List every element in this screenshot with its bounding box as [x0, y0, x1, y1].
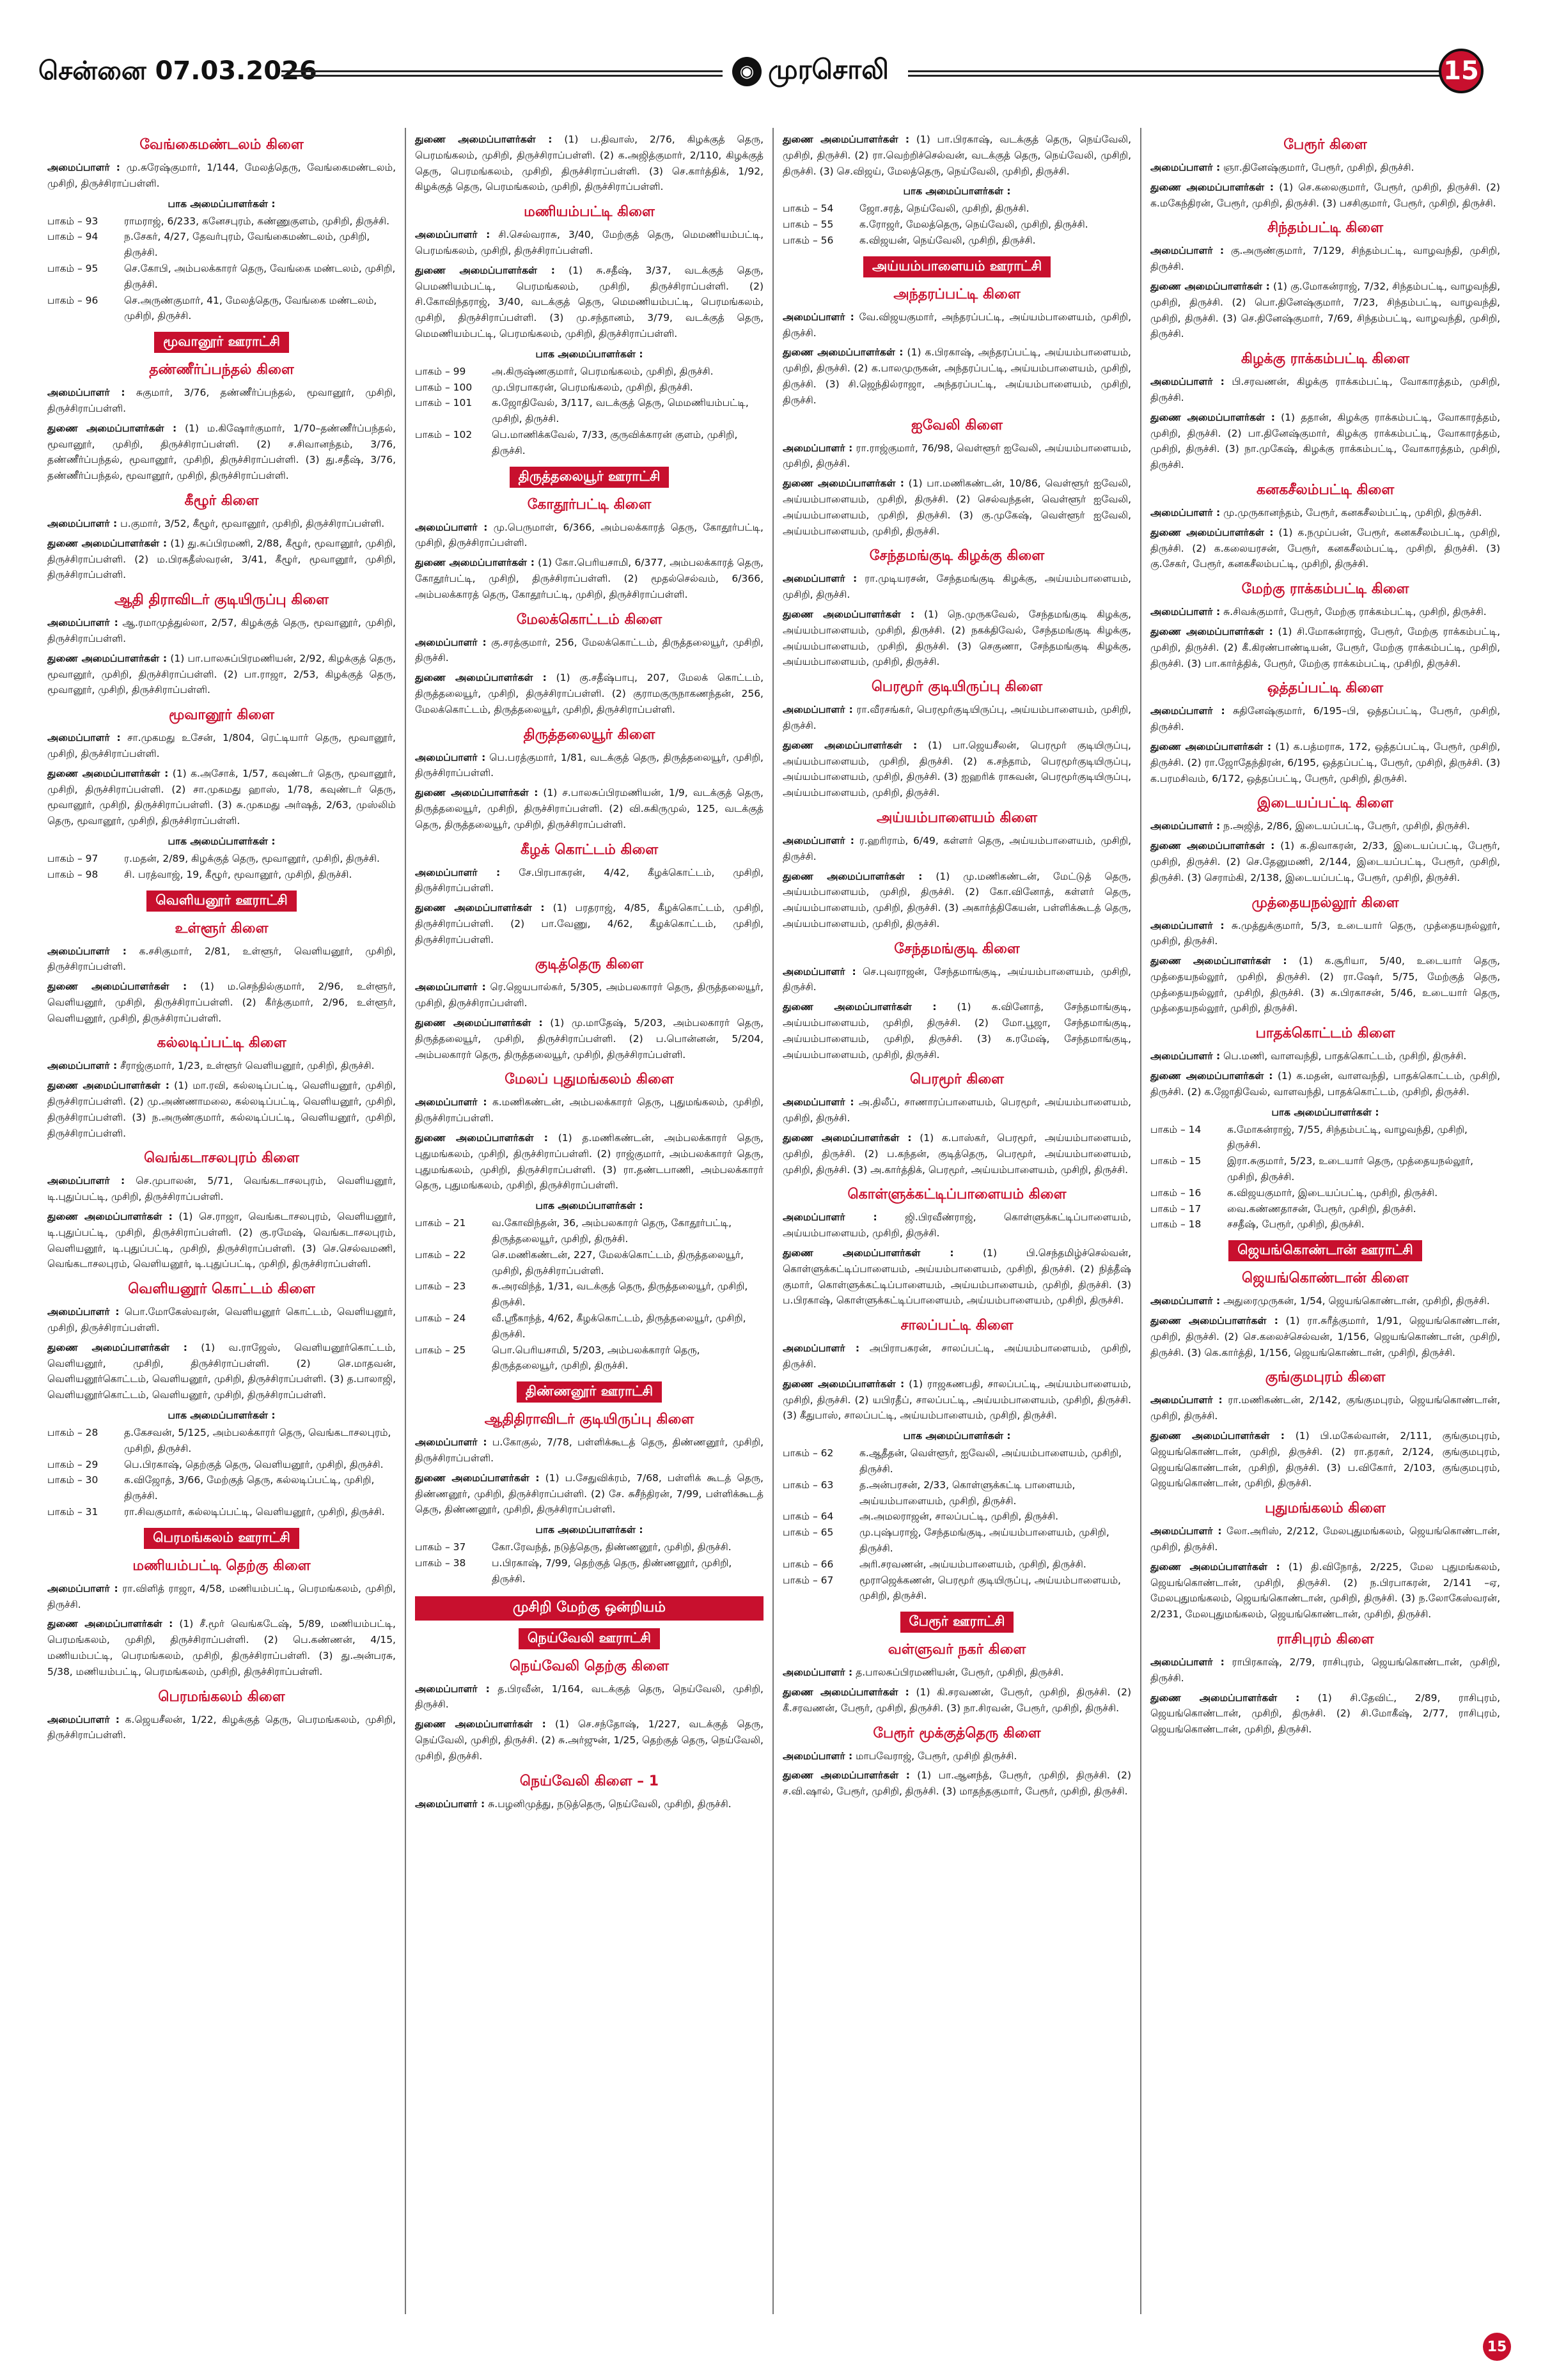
panchayat-banner: பேரூர் ஊராட்சி [900, 1612, 1014, 1633]
deputy-organisers-entry: துணை அமைப்பாளர்கள் : (1) சீ.மூர் வெங்கடேஷ், 5/89, மணியம்பட்டி, பெரமங்கலம், முசிறி, திருச்சிராப்பள்ளி. (2) பெ.கண்ணன், 4/15, மணியம்பட்டி, பெரமங்கலம், முசிறி, திருச்சிராப்பள்ளி. (3) து.அன்பரசு, 5/38, மணியம்பட்டி, பெரமங்கலம், முசிறி, திருச்சிராப்பள்ளி. [47, 1618, 396, 1677]
deputy-organisers-entry: துணை அமைப்பாளர்கள் : (1) பா.ஜெயசீலன், பெரமூர் குடியிருப்பு, அய்யம்பாளையம், முசிறி, திருச்சி. (2) க.சந்தாம், பெரமூர்குடியிருப்பு, அய்யம்பாளையம், முசிறி, திருச்சி. (3) ஐஹரிக் ராசுவன், பெரமூர்குடியிருப்பு, அய்யம்பாளையம், முசிறி, திருச்சி. [783, 739, 1131, 799]
column-1 [38, 128, 406, 2314]
organiser-entry: அமைப்பாளர் : ராபிரகாஷ், 2/79, ராசிபுரம், ஜெயங்கொண்டான், முசிறி, திருச்சி. [1150, 1656, 1501, 1684]
part-row: பாகம் – 29 பெ.பிரகாஷ், தெற்குத் தெரு, வெளியனூர், முசிறி, திருச்சி. [47, 1458, 384, 1470]
organiser-entry: அமைப்பாளர் : த.பிரவீன், 1/164, வடக்குத் தெரு, நெய்வேலி, முசிறி, திருச்சி. [415, 1683, 764, 1711]
branch-title: நெய்வேலி தெற்கு கிளை [509, 1658, 670, 1674]
organiser-entry: அமைப்பாளர் : சு.பழனிமுத்து, நடுத்தெரு, நெய்வேலி, முசிறி, திருச்சி. [415, 1798, 732, 1810]
organiser-entry: அமைப்பாளர் : பெ.மணி, வாளவந்தி, பாதக்கொட்டம், முசிறி, திருச்சி. [1150, 1050, 1467, 1062]
organiser-entry: அமைப்பாளர் : ரா.முடியரசன், சேந்தமங்குடி கிழக்கு, அய்யம்பாளையம், முசிறி, திருச்சி. [783, 573, 1131, 601]
branch-title: கீழூர் கிளை [184, 492, 259, 509]
branch-title: இடையப்பட்டி கிளை [1257, 795, 1393, 812]
part-organisers-heading: பாக அமைப்பாளர்கள் : [168, 835, 276, 847]
deputy-organisers-entry: துணை அமைப்பாளர்கள் : (1) செ.ராஜா, வெங்கடாசலபுரம், வெளியனூர், டி.புதுப்பட்டி, முசிறி, திருச்சிராப்பள்ளி. (2) கு.ரமேஷ், வெங்கடாசலபுரம், வெளியனூர், டி.புதுப்பட்டி, முசிறி, திருச்சிராப்பள்ளி. (3) செ.செல்வமணி, வெங்கடாசலபுரம், வெளியனூர், டி.புதுப்பட்டி, முசிறி, திருச்சிராப்பள்ளி. [47, 1211, 396, 1270]
branch-title: மணியம்பட்டி கிளை [524, 204, 655, 221]
organiser-entry: அமைப்பாளர் : ப.குமார், 3/52, கீழூர், மூவானூர், முசிறி, திருச்சிராப்பள்ளி. [47, 517, 385, 529]
organiser-entry: அமைப்பாளர் : க.ஜெயசீலன், 1/22, கிழக்குத் தெரு, பெரமங்கலம், முசிறி, திருச்சிராப்பள்ளி. [47, 1713, 396, 1741]
branch-title: ராசிபுரம் கிளை [1276, 1631, 1374, 1647]
branch-title: பேரூர் கிளை [1283, 137, 1367, 153]
deputy-organisers-entry: துணை அமைப்பாளர்கள் : (1) து.சுப்பிரமணி, 2/88, கீழூர், மூவானூர், முசிறி, திருச்சிராப்பள்ளி. (2) ம.பிரகதீஸ்வரன், 3/41, கீழூர், மூவானூர், முசிறி, திருச்சிராப்பள்ளி. [47, 537, 396, 581]
organiser-entry: அமைப்பாளர் : க.சசிகுமார், 2/81, உள்ளூர், வெளியனூர், முசிறி, திருச்சிராப்பள்ளி. [47, 945, 396, 973]
part-row: பாகம் – 99 அ.கிருஷ்ணகுமார், பெரமங்கலம், முசிறி, திருச்சி. [415, 365, 714, 377]
deputy-organisers-entry: துணை அமைப்பாளர்கள் : (1) க.வினோத், சேந்தமாங்குடி, அய்யம்பாளையம், முசிறி, திருச்சி. (2) மோ.பூஜா, சேந்தமாங்குடி, அய்யம்பாளையம், முசிறி, திருச்சி. (3) க.ரமேஷ், சேந்தமாங்குடி, அய்யம்பாளையம், முசிறி, திருச்சி. [783, 1001, 1131, 1061]
part-row: பாகம் – 56 க.விஜயன், நெய்வேலி, முசிறி, திருச்சி. [783, 234, 1036, 246]
organiser-entry: அமைப்பாளர் : அதுரைமுருகன், 1/54, ஜெயங்கொண்டான், முசிறி, திருச்சி. [1150, 1295, 1490, 1307]
branch-title: சேந்தமங்குடி கிழக்கு கிளை [869, 548, 1045, 564]
branch-title: அந்தரப்பட்டி கிளை [893, 286, 1021, 302]
branch-title: மூவானூர் கிளை [168, 707, 275, 724]
organiser-entry: அமைப்பாளர் : சு.சிவக்குமார், பேரூர், மேற்கு ராக்கம்பட்டி, முசிறி, திருச்சி. [1150, 606, 1487, 618]
deputy-organisers-entry: துணை அமைப்பாளர்கள் : (1) மா.ரவி, கல்லடிப்பட்டி, வெளியனூர், முசிறி, திருச்சிராப்பள்ளி. (2) மு.அண்ணாமலை, கல்லடிப்பட்டி, வெளியனூர், முசிறி, திருச்சிராப்பள்ளி. (3) ந.அருண்குமார், கல்லடிப்பட்டி, வெளியனூர், முசிறி, திருச்சிராப்பள்ளி. [47, 1080, 396, 1139]
brand [732, 54, 889, 89]
organiser-entry: அமைப்பாளர் : த.பாலசுப்பிரமணியன், பேரூர், முசிறி, திருச்சி. [783, 1667, 1064, 1679]
part-organisers-heading: பாக அமைப்பாளர்கள் : [535, 1524, 643, 1536]
branch-title: கொள்ளுக்கட்டிப்பாளையம் கிளை [847, 1186, 1067, 1203]
branch-title: சிந்தம்பட்டி கிளை [1267, 220, 1384, 237]
branch-title: ஆதி திராவிடர் குடியிருப்பு கிளை [114, 592, 329, 609]
part-organisers-heading: பாக அமைப்பாளர்கள் : [1271, 1106, 1379, 1118]
organiser-entry: அமைப்பாளர் : பொ.மோகேஸ்வரன், வெளியனூர் கொட்டம், வெளியனூர், முசிறி, திருச்சிராப்பள்ளி. [47, 1306, 396, 1334]
deputy-organisers-entry: துணை அமைப்பாளர்கள் : (1) க.சூரியா, 5/40, உடையார் தெரு, முத்தையநல்லூர், முசிறி, திருச்சி. (2) ரா.ஷேர், 5/75, மேற்குத் தெரு, முத்தையநல்லூர், முசிறி, திருச்சி. (3) சு.பிரகாசன், 5/46, உடையார் தெரு, முத்தையநல்லூர், முசிறி, திருச்சி. [1150, 955, 1500, 1015]
deputy-organisers-entry: துணை அமைப்பாளர்கள் : (1) மு.மணிகண்டன், மேட்டுத் தெரு, அய்யம்பாளையம், முசிறி, திருச்சி. (2) கோ.வினோத், கள்ளர் தெரு, அய்யம்பாளையம், முசிறி, திருச்சி. (3) அகார்த்திகேயன், பள்ளிக்கூடத் தெரு, அய்யம்பாளையம், முசிறி, திருச்சி. [783, 870, 1131, 929]
part-row: பாகம் – 102 பெ.மாணிக்கவேல், 7/33, குருவிக்காரன் குளம், முசிறி, திருச்சி. [415, 428, 738, 456]
part-organisers-heading: பாக அமைப்பாளர்கள் : [903, 185, 1011, 198]
deputy-organisers-entry: துணை அமைப்பாளர்கள் : (1) ததான், கிழக்கு ராக்கம்பட்டி, வோகாரத்தம், முசிறி, திருச்சி. (2) பா.தினேஷ்குமார், கிழக்கு ராக்கம்பட்டி, வோகாரத்தம், முசிறி, திருச்சி. (3) நா.முகேஷ், கிழக்கு ராக்கம்பட்டி, வோகாரத்தம், முசிறி, திருச்சி. [1150, 411, 1501, 471]
branch-title: குங்குமபுரம் கிளை [1265, 1369, 1386, 1386]
part-row: பாகம் – 54 ஜோ.சரத், நெய்வேலி, முசிறி, திருச்சி. [783, 203, 1030, 215]
column-3 [774, 128, 1141, 2314]
deputy-organisers-entry: துணை அமைப்பாளர்கள் : (1) க.பத்மராசு, 172, ஒத்தப்பட்டி, பேரூர், முசிறி, திருச்சி. (2) ரா.ஜோதேந்திரன், 6/195, ஒத்தப்பட்டி, பேரூர், முசிறி, திருச்சி. (3) க.பரமசிவம், 6/172, ஒத்தப்பட்டி, பேரூர், முசிறி, திருச்சி. [1150, 740, 1501, 784]
organiser-entry: அமைப்பாளர் : ரா.வீரசங்கர், பெரமூர்குடியிருப்பு, அய்யம்பாளையம், முசிறி, திருச்சி. [783, 704, 1131, 731]
organiser-entry: அமைப்பாளர் : செ.புவராஜன், சேந்தமாங்குடி, அய்யம்பாளையம், முசிறி, திருச்சி. [783, 965, 1131, 993]
organiser-entry: அமைப்பாளர் : சு.முத்துக்குமார், 5/3, உடையார் தெரு, முத்தையநல்லூர், முசிறி, திருச்சி. [1150, 919, 1500, 947]
part-row: பாகம் – 23 சு.அரவிந்த், 1/31, வடக்குத் தெரு, திருத்தலையூர், முசிறி, திருச்சி. [415, 1280, 748, 1309]
organiser-entry: அமைப்பாளர் : ஞா.தினேஷ்குமார், பேரூர், முசிறி, திருச்சி. [1150, 162, 1414, 173]
branch-title: ஆதிதிராவிடர் குடியிருப்பு கிளை [484, 1412, 694, 1428]
part-row: பாகம் – 25 பொ.பெரியசாமி, 5/203, அம்பலக்காரர் தெரு, திருத்தலையூர், முசிறி, திருச்சி. [415, 1344, 700, 1372]
branch-title: புதுமங்கலம் கிளை [1265, 1500, 1386, 1517]
deputy-organisers-entry: துணை அமைப்பாளர்கள் : (1) ம.கிஷோர்குமார், 1/70–தண்ணீர்ப்பந்தல், மூவானூர், முசிறி, திருச்சிராப்பள்ளி. (2) ச.சிவானந்தம், 3/76, தண்ணீர்ப்பந்தல், மூவானூர், முசிறி, திருச்சிராப்பள்ளி. (3) து.சதீஷ், 3/76, தண்ணீர்ப்பந்தல், மூவானூர், முசிறி, திருச்சிராப்பள்ளி. [47, 422, 396, 482]
branch-title: சேந்தமங்குடி கிளை [894, 940, 1020, 957]
branch-title: கனகசீலம்பட்டி கிளை [1256, 481, 1395, 498]
part-row: பாகம் – 21 வ.கோவிந்தன், 36, அம்பலகாரர் தெரு, கோதூர்பட்டி, திருத்தலையூர், முசிறி, திருச்சி. [415, 1217, 732, 1245]
branch-title: மேலப் புதுமங்கலம் கிளை [505, 1071, 674, 1088]
deputy-organisers-entry: துணை அமைப்பாளர்கள் : (1) க.நமுப்பன், பேரூர், கனகசீலம்பட்டி, முசிறி, திருச்சி. (2) க.கலையரசன், பேரூர், கனகசீலம்பட்டி, முசிறி, திருச்சி. (3) கு.சேகர், பேரூர், கனகசீலம்பட்டி, முசிறி, திருச்சி. [1150, 526, 1501, 570]
panchayat-banner: அய்யம்பாளையம் ஊராட்சி [863, 256, 1051, 277]
organiser-entry: அமைப்பாளர் : அபிராபகரன், சாலப்பட்டி, அய்யம்பாளையம், முசிறி, திருச்சி. [783, 1342, 1131, 1371]
branch-title: சாலப்பட்டி கிளை [900, 1318, 1014, 1334]
murasoli-logo-icon: ◉ [732, 57, 762, 86]
part-row: பாகம் – 94 ந.சேகர், 4/27, தேவர்புரம், வேங்கைமண்டலம், முசிறி, திருச்சி. [47, 231, 370, 259]
brand-name: முரசொலி [768, 54, 889, 85]
branch-title: ஜெயங்கொண்டான் கிளை [1242, 1270, 1409, 1287]
part-row: பாகம் – 64 அ.அமலராஜன், சாலப்பட்டி, முசிறி, திருச்சி. [783, 1511, 1059, 1523]
panchayat-banner: நெய்வேலி ஊராட்சி [519, 1628, 660, 1649]
organiser-entry: அமைப்பாளர் : மு.முருகானந்தம், பேரூர், கனகசீலம்பட்டி, முசிறி, திருச்சி. [1150, 506, 1482, 518]
part-row: பாகம் – 98 சி. பரத்வாஜ், 19, கீழூர், மூவானூர், முசிறி, திருச்சி. [47, 868, 352, 880]
part-row: பாகம் – 31 ரா.சிவகுமார், கல்லடிப்பட்டி, வெளியனூர், முசிறி, திருச்சி. [47, 1506, 385, 1518]
organiser-entry: அமைப்பாளர் : ரா.ராஜ்குமார், 76/98, வெள்ளூர் ஐவேலி, அய்யம்பாளையம், முசிறி, திருச்சி. [783, 442, 1131, 470]
part-row: பாகம் – 55 க.ரோஜர், மேலத்தெரு, நெய்வேலி, முசிறி, திருச்சி. [783, 219, 1088, 231]
part-organisers-heading: பாக அமைப்பாளர்கள் : [168, 1410, 276, 1422]
part-row: பாகம் – 63 த.அன்பரசன், 2/33, கொள்ளுக்கட்டி பாளையம், அய்யம்பாளையம், முசிறி, திருச்சி. [783, 1479, 1076, 1507]
organiser-entry: அமைப்பாளர் : கு.சரத்குமார், 256, மேலக்கொட்டம், திருத்தலையூர், முசிறி, திருச்சி. [415, 636, 764, 664]
part-row: பாகம் – 93 ராமராஜ், 6/233, கனேசபுரம், கண்ணுகுளம், முசிறி, திருச்சி. [47, 215, 390, 227]
branch-title: வேங்கைமண்டலம் கிளை [139, 137, 304, 153]
part-row: பாகம் – 67 மூராஜெக்கணன், பெரமூர் குடியிருப்பு, அய்யம்பாளையம், முசிறி, திருச்சி. [783, 1574, 1121, 1602]
deputy-organisers-entry: துணை அமைப்பாளர்கள் : (1) பி.செந்தமிழ்ச்செல்வன், கொள்ளுக்கட்டிப்பாளையம், அய்யம்பாளையம், முசிறி, திருச்சி. (2) நித்தீஷ் குமார், கொள்ளுக்கட்டிப்பாளையம், அய்யம்பாளையம், முசிறி, திருச்சி. (3) ப.பிரகாஷ், கொள்ளுக்கட்டிப்பாளையம், அய்யம்பாளையம், முசிறி, திருச்சி. [783, 1247, 1131, 1307]
part-row: பாகம் – 100 மு.பிரபாகரன், பெரமங்கலம், முசிறி, திருச்சி. [415, 381, 693, 393]
organiser-entry: அமைப்பாளர் : லோ.அரிஸ், 2/212, மேலபுதுமங்கலம், ஜெயங்கொண்டான், முசிறி, திருச்சி. [1150, 1525, 1500, 1553]
organiser-entry: அமைப்பாளர் : ரெ.ஜெயபால்கர், 5/305, அம்பலகாரர் தெரு, திருத்தலையூர், முசிறி, திருச்சிராப்பள்ளி. [415, 981, 764, 1009]
branch-title: வெளியனூர் கொட்டம் கிளை [128, 1281, 315, 1298]
part-organisers-heading: பாக அமைப்பாளர்கள் : [535, 348, 643, 360]
part-organisers-heading: பாக அமைப்பாளர்கள் : [903, 1430, 1011, 1442]
branch-title: உள்ளூர் கிளை [175, 920, 269, 937]
deputy-organisers-entry: துணை அமைப்பாளர்கள் : (1) சி.தேவிட், 2/89, ராசிபுரம், ஜெயங்கொண்டான், முசிறி, திருச்சி. (2) சி.மோகீஷ், 2/77, ராசிபுரம், ஜெயங்கொண்டான், முசிறி, திருச்சி. [1150, 1692, 1500, 1736]
organiser-entry: அமைப்பாளர் : ரா.விளித் ராஜா, 4/58, மணியம்பட்டி, பெரமங்கலம், முசிறி, திருச்சி. [47, 1582, 396, 1610]
organiser-entry: அமைப்பாளர் : மாபவேராஜ், பேரூர், முசிறி திருச்சி. [783, 1750, 1017, 1762]
deputy-organisers-entry: துணை அமைப்பாளர்கள் : (1) ரா.சுரீத்குமார், 1/91, ஜெயங்கொண்டான், முசிறி, திருச்சி. (2) செ.கலைச்செல்வன், 1/156, ஜெயங்கொண்டான், முசிறி, திருச்சி. (3) கெ.கார்த்தி, 1/156, ஜெயங்கொண்டான், முசிறி, திருச்சி. [1150, 1315, 1500, 1358]
organiser-entry: அமைப்பாளர் : ஆ.ரமாமுத்துல்லா, 2/57, கிழக்குத் தெரு, மூவானூர், முசிறி, திருச்சிராப்பள்ளி. [47, 617, 396, 644]
organiser-entry: அமைப்பாளர் : சுகுமார், 3/76, தண்ணீர்ப்பந்தல், மூவானூர், முசிறி, திருச்சிராப்பள்ளி. [47, 387, 396, 414]
union-banner: முசிறி மேற்கு ஒன்றியம் [415, 1596, 764, 1621]
branch-title: பெரமூர் குடியிருப்பு கிளை [871, 679, 1043, 696]
organiser-entry: அமைப்பாளர் : சே.பிரபாகரன், 4/42, கீழக்கொட்டம், முசிறி, திருச்சிராப்பள்ளி. [415, 866, 764, 894]
part-row: பாகம் – 28 த.கேசவன், 5/125, அம்பலக்காரர் தெரு, வெங்கடாசலபுரம், முசிறி, திருச்சி. [47, 1427, 391, 1454]
organiser-entry: அமைப்பாளர் : பி.சரவணன், கிழக்கு ராக்கம்பட்டி, வோகாரத்தம், முசிறி, திருச்சி. [1150, 376, 1500, 403]
branch-title: தண்ணீர்ப்பந்தல் கிளை [149, 362, 294, 378]
organiser-entry: அமைப்பாளர் : ர.ஹரிராம், 6/49, கள்ளர் தெரு, அய்யம்பாளையம், முசிறி, திருச்சி. [783, 834, 1131, 862]
panchayat-banner: பெரமங்கலம் ஊராட்சி [144, 1528, 299, 1549]
part-organisers-heading: பாக அமைப்பாளர்கள் : [168, 198, 276, 210]
panchayat-banner: மூவானூர் ஊராட்சி [154, 332, 289, 353]
deputy-organisers-entry: துணை அமைப்பாளர்கள் : (1) பி.மகேல்வான், 2/111, குங்குமபுரம், ஜெயங்கொண்டான், முசிறி, திருச்சி. (2) ரா.தரகர், 2/124, குங்குமபுரம், ஜெயங்கொண்டான், முசிறி, திருச்சி. (3) ப.விகோர், 2/103, குங்குமபுரம், ஜெயங்கொண்டான், முசிறி, திருச்சி. [1150, 1430, 1500, 1489]
deputy-organisers-entry: துணை அமைப்பாளர்கள் : (1) ராஜகணபதி, சாலப்பட்டி, அய்யம்பாளையம், முசிறி, திருச்சி. (2) யபிரதீப், சாலப்பட்டி, அய்யம்பாளையம், முசிறி, திருச்சி. (3) கீதுபாஸ், சாலப்பட்டி, அய்யம்பாளையம், முசிறி, திருச்சி. [783, 1378, 1131, 1422]
column-4 [1141, 128, 1509, 2314]
branch-title: கோதூர்பட்டி கிளை [527, 496, 652, 513]
branch-title: கிழக்கு ராக்கம்பட்டி கிளை [1241, 351, 1410, 368]
part-row: பாகம் – 101 க.ஜோதிவேல், 3/117, வடக்குத் தெரு, மெமணியம்பட்டி, முசிறி, திருச்சி. [415, 397, 749, 425]
branch-title: முத்தையநல்லூர் கிளை [1251, 894, 1399, 911]
deputy-organisers-entry: துணை அமைப்பாளர்கள் : (1) பா.ஆனந்த், பேரூர், முசிறி, திருச்சி. (2) ச.வி.ஷால், பேரூர், முசிறி, திருச்சி. (3) மாதந்தகுமார், பேரூர், முசிறி, திருச்சி. [783, 1769, 1131, 1798]
branch-title: வள்ளுவர் நகர் கிளை [888, 1642, 1026, 1658]
organiser-entry: அமைப்பாளர் : செ.முபாலன், 5/71, வெங்கடாசலபுரம், வெளியனூர், டி.புதுப்பட்டி, முசிறி, திருச்சிராப்பள்ளி. [47, 1175, 396, 1203]
deputy-organisers-entry: துணை அமைப்பாளர்கள் : (1) ச.பாலசுப்பிரமணியன், 1/9, வடக்குத் தெரு, திருத்தலையூர், முசிறி, திருச்சிராப்பள்ளி. (2) வி.சுகிருமுல், 125, வடக்குத் தெரு, திருத்தலையூர், முசிறி, திருச்சிராப்பள்ளி. [415, 787, 764, 830]
deputy-organisers-entry: துணை அமைப்பாளர்கள் : (1) க.பிரகாஷ், அந்தரப்பட்டி, அய்யம்பாளையம், முசிறி, திருச்சி. (2) க.பாலமுருகன், அந்தரப்பட்டி, அய்யம்பாளையம், முசிறி, திருச்சி. (3) சி.ஜெந்தில்ராஜா, அந்தரப்பட்டி, அய்யம்பாளையம், முசிறி, திருச்சி. [783, 346, 1131, 406]
footer-page-number: 15 [1483, 2333, 1511, 2361]
deputy-organisers-entry: துணை அமைப்பாளர்கள் : (1) கி.சரவணன், பேரூர், முசிறி, திருச்சி. (2) கீ.சரவணன், பேரூர், முசிறி, திருச்சி. (3) நா.சிரவன், பேரூர், முசிறி, திருச்சி. [783, 1686, 1132, 1714]
branch-title: பெரமங்கலம் கிளை [158, 1688, 285, 1705]
part-row: பாகம் – 65 மு.புஷ்பராஜ், சேந்தமங்குடி, அய்யம்பாளையம், முசிறி, திருச்சி. [783, 1527, 1109, 1554]
deputy-organisers-entry: துணை அமைப்பாளர்கள் : (1) கோ.பெரியசாமி, 6/377, அம்பலக்காரத் தெரு, கோதூர்பட்டி, முசிறி, திருச்சிராப்பள்ளி. (2) மூதல்செல்வம், 6/366, அம்பலக்காரத் தெரு, கோதூர்பட்டி, முசிறி, திருச்சிராப்பள்ளி. [415, 557, 764, 600]
organiser-entry: அமைப்பாளர் : சி.செல்வராசு, 3/40, மேற்குத் தெரு, மெமணியம்பட்டி, பெரமங்கலம், முசிறி, திருச்சிராப்பள்ளி. [415, 229, 764, 256]
panchayat-banner: ஜெயங்கொண்டான் ஊராட்சி [1228, 1240, 1422, 1261]
part-row: பாகம் – 18 சசதீஷ், பேரூர், முசிறி, திருச்சி. [1150, 1218, 1365, 1231]
part-row: பாகம் – 17 வை.கண்ணதாசன், பேரூர், முசிறி, திருச்சி. [1150, 1202, 1416, 1215]
organiser-entry: அமைப்பாளர் : க.மணிகண்டன், அம்பலக்காரர் தெரு, புதுமங்கலம், முசிறி, திருச்சிராப்பள்ளி. [415, 1096, 764, 1124]
organiser-entry: அமைப்பாளர் : கு.அருண்குமார், 7/129, சிந்தம்பட்டி, வாழவந்தி, முசிறி, திருச்சி. [1150, 245, 1500, 273]
branch-title: கல்லடிப்பட்டி கிளை [157, 1035, 286, 1052]
deputy-organisers-entry: துணை அமைப்பாளர்கள் : (1) மு.மாதேஷ், 5/203, அம்பலகாரர் தெரு, திருத்தலையூர், முசிறி, திருச்சிராப்பள்ளி. (2) ப.பொன்னன், 5/204, அம்பலகாரர் தெரு, திருத்தலையூர், முசிறி, திருச்சிராப்பள்ளி. [415, 1017, 764, 1061]
organiser-entry: அமைப்பாளர் : ந.அஜித், 2/86, இடையப்பட்டி, பேரூர், முசிறி, திருச்சி. [1150, 820, 1470, 832]
deputy-organisers-entry: துணை அமைப்பாளர்கள் : (1) கு.மோகன்ராஜ், 7/32, சிந்தம்பட்டி, வாழவந்தி, முசிறி, திருச்சி. (2) பொ.தினேஷ்குமார், 7/23, சிந்தம்பட்டி, வாழவந்தி, முசிறி, திருச்சி. (3) செ.தினேஷ்குமார், 7/69, சிந்தம்பட்டி, வாழவந்தி, முசிறி, திருச்சி. [1150, 280, 1500, 340]
branch-title: பெரமூர் கிளை [909, 1071, 1005, 1088]
part-row: பாகம் – 22 செ.மணிகண்டன், 227, மேலக்கொட்டம், திருத்தலையூர், முசிறி, திருச்சிராப்பள்ளி. [415, 1248, 744, 1277]
branch-title: ஐவேலி கிளை [911, 417, 1003, 433]
deputy-organisers-entry: துணை அமைப்பாளர்கள் : (1) பா.பிரகாஷ், வடக்குத் தெரு, நெய்வேலி, முசிறி, திருச்சி. (2) ரா.வெற்றிச்செல்வன், வடக்குத் தெரு, நெய்வேலி, முசிறி, திருச்சி. (3) செ.விஜய், மேலத்தெரு, நெய்வேலி, முசிறி, திருச்சி. [783, 134, 1132, 177]
branch-title: பேரூர் மூக்குத்தெரு கிளை [873, 1725, 1041, 1741]
branch-title: ஒத்தப்பட்டி கிளை [1267, 680, 1384, 697]
deputy-organisers-entry: துணை அமைப்பாளர்கள் : (1) சு.சதீஷ், 3/37, வடக்குத் தெரு, பெமணியம்பட்டி, பெரமங்கலம், முசிறி, திருச்சிராப்பள்ளி. (2) சி.கோவிந்தராஜ், 3/40, வடக்குத் தெரு, மெமணியம்பட்டி, பெரமங்கலம், முசிறி, திருச்சிராப்பள்ளி. (3) மு.சந்தானம், 3/79, வடக்குத் தெரு, மெமணியம்பட்டி, பெரமங்கலம், முசிறி, திருச்சிராப்பள்ளி. [415, 264, 764, 339]
part-row: பாகம் – 66 அரி.சரவணன், அய்யம்பாளையம், முசிறி, திருச்சி. [783, 1558, 1086, 1570]
deputy-organisers-entry: துணை அமைப்பாளர்கள் : (1) நெ.முருகவேல், சேந்தமங்குடி கிழக்கு, அய்யம்பாளையம், முசிறி, திருச்சி. (2) நகக்திவேல், சேந்தமங்குடி கிழக்கு, அய்யம்பாளையம், முசிறி, திருச்சி. (3) செகுணா, சேந்தமங்குடி கிழக்கு, அய்யம்பாளையம், முசிறி, திருச்சி. [783, 608, 1131, 668]
organiser-entry: அமைப்பாளர் : பெ.பரத்குமார், 1/81, வடக்குத் தெரு, திருத்தலையூர், முசிறி, திருச்சிராப்பள்ளி. [415, 751, 764, 779]
branch-title: மேலக்கொட்டம் கிளை [516, 611, 662, 628]
branch-title: நெய்வேலி கிளை – 1 [519, 1773, 659, 1789]
deputy-organisers-entry: துணை அமைப்பாளர்கள் : (1) சி.மோகன்ராஜ், பேரூர், மேற்கு ராக்கம்பட்டி, முசிறி, திருச்சி. (2) கீ.கிரண்பாண்டியன், பேரூர், மேற்கு ராக்கம்பட்டி, முசிறி, திருச்சி. (3) பா.கார்த்திக், பேரூர், மேற்கு ராக்கம்பட்டி, முசிறி, திருச்சி. [1150, 625, 1501, 669]
branch-title: குடித்தெரு கிளை [535, 956, 644, 973]
organiser-entry: அமைப்பாளர் : ஜி.பிரவீண்ராஜ், கொள்ளுக்கட்டிப்பாளையம், அய்யம்பாளையம், முசிறி, திருச்சி. [783, 1211, 1131, 1240]
column-2 [406, 128, 774, 2314]
organiser-entry: அமைப்பாளர் : சீராஜ்குமார், 1/23, உள்ளூர் வெளியனூர், முசிறி, திருச்சி. [47, 1060, 375, 1072]
deputy-organisers-entry: துணை அமைப்பாளர்கள் : (1) ப.திவாஸ், 2/76, கிழக்குத் தெரு, பெரமங்கலம், முசிறி, திருச்சிராப்பள்ளி. (2) க.அஜித்குமார், 2/110, கிழக்குத் தெரு, பெரமங்கலம், முசிறி, திருச்சிராப்பள்ளி. (3) செ.கார்த்திக், 1/92, கிழக்குத் தெரு, பெரமங்கலம், முசிறி, திருச்சிராப்பள்ளி. [415, 134, 764, 193]
deputy-organisers-entry: துணை அமைப்பாளர்கள் : (1) க.மதன், வாளவந்தி, பாதக்கொட்டம், முசிறி, திருச்சி. (2) க.ஜோதிவேல், வாளவந்தி, பாதக்கொட்டம், முசிறி, திருச்சி. [1150, 1070, 1501, 1098]
masthead-rule-left [281, 70, 723, 77]
deputy-organisers-entry: துணை அமைப்பாளர்கள் : (1) செ.கலைகுமார், பேரூர், முசிறி, திருச்சி. (2) க.மகேந்திரன், பேரூர், முசிறி, திருச்சி. (3) பசசிகுமார், பேரூர், முசிறி, திருச்சி. [1150, 181, 1500, 209]
part-row: பாகம் – 14 க.மோகன்ராஜ், 7/55, சிந்தம்பட்டி, வாழவந்தி, முசிறி, திருச்சி. [1150, 1123, 1468, 1151]
branch-title: மணியம்பட்டி தெற்கு கிளை [132, 1557, 311, 1574]
deputy-organisers-entry: துணை அமைப்பாளர்கள் : (1) க.அசோக், 1/57, கவுண்டர் தெரு, மூவானூர், முசிறி, திருச்சிராப்பள்ளி. (2) சா.முகமது ஹாஸ், 1/78, கவுண்டர் தெரு, மூவானூர், முசிறி, திருச்சிராப்பள்ளி. (3) சு.முகமது அர்ஷத், 2/63, முஸ்லிம் தெரு, மூவானூர், முசிறி, திருச்சிராப்பள்ளி. [47, 767, 396, 827]
part-row: பாகம் – 62 க.ஆதீதன், வெள்ளூர், ஐவேலி, அய்யம்பாளையம், முசிறி, திருச்சி. [783, 1447, 1122, 1475]
panchayat-banner: திருத்தலையூர் ஊராட்சி [510, 467, 670, 488]
deputy-organisers-entry: துணை அமைப்பாளர்கள் : (1) ம.செந்தில்குமார், 2/96, உள்ளூர், வெளியனூர், முசிறி, திருச்சிராப்பள்ளி. (2) கீர்த்குமார், 2/96, உள்ளூர், வெளியனூர், முசிறி, திருச்சிராப்பள்ளி. [47, 981, 396, 1024]
panchayat-banner: திண்ணனூர் ஊராட்சி [517, 1381, 662, 1403]
city-date: சென்னை 07.03.2026 [38, 56, 317, 86]
organiser-entry: அமைப்பாளர் : ப.கோகுல், 7/78, பள்ளிக்கூடத் தெரு, திண்ணனூர், முசிறி, திருச்சிராப்பள்ளி. [415, 1436, 764, 1465]
part-row: பாகம் – 97 ர.மதன், 2/89, கிழக்குத் தெரு, மூவானூர், முசிறி, திருச்சி. [47, 852, 380, 864]
deputy-organisers-entry: துணை அமைப்பாளர்கள் : (1) ப.சேதுவிக்ரம், 7/68, பள்ளிக் கூடத் தெரு, திண்ணனூர், முசிறி, திருச்சிராப்பள்ளி. (2) சே. சுசீந்திரன், 7/99, பள்ளிக்கூடத் தெரு, திண்ணனூர், முசிறி, திருச்சிராப்பள்ளி. [415, 1472, 764, 1516]
part-row: பாகம் – 15 இரா.சுகுமார், 5/23, உடையார் தெரு, முத்தையநல்லூர், முசிறி, திருச்சி. [1150, 1155, 1474, 1183]
deputy-organisers-entry: துணை அமைப்பாளர்கள் : (1) கு.சதீஷ்பாபு, 207, மேலக் கொட்டம், திருத்தலையூர், முசிறி, திருச்சிராப்பள்ளி. (2) குராமகுருநாகணந்தன், 256, மேலக்கொட்டம், திருத்தலையூர், முசிறி, திருச்சிராப்பள்ளி. [415, 672, 764, 715]
part-row: பாகம் – 95 செ.கோபி, அம்பலக்காரர் தெரு, வேங்கை மண்டலம், முசிறி, திருச்சி. [47, 262, 396, 290]
branch-title: அய்யம்பாளையம் கிளை [876, 809, 1038, 826]
part-organisers-heading: பாக அமைப்பாளர்கள் : [535, 1200, 643, 1212]
branch-title: திருத்தலையூர் கிளை [523, 726, 655, 743]
deputy-organisers-entry: துணை அமைப்பாளர்கள் : (1) பா.பாலசுப்பிரமணியன், 2/92, கிழக்குத் தெரு, மூவானூர், முசிறி, திருச்சிராப்பள்ளி. (2) பா.ராஜா, 2/53, கிழக்குத் தெரு, மூவானூர், முசிறி, திருச்சிராப்பள்ளி. [47, 652, 396, 696]
masthead [38, 51, 1484, 96]
page-number-badge: 15 [1439, 49, 1484, 93]
branch-title: மேற்கு ராக்கம்பட்டி கிளை [1241, 581, 1409, 598]
part-row: பாகம் – 30 க.விஜோத், 3/66, மேற்குத் தெரு, கல்லடிப்பட்டி, முசிறி, திருச்சி. [47, 1474, 375, 1502]
deputy-organisers-entry: துணை அமைப்பாளர்கள் : (1) செ.சந்தோஷ், 1/227, வடக்குத் தெரு, நெய்வேலி, முசிறி, திருச்சி. (2) சு.அர்ஜுன், 1/25, தெற்குத் தெரு, நெய்வேலி, முசிறி, திருச்சி. [415, 1718, 764, 1762]
deputy-organisers-entry: துணை அமைப்பாளர்கள் : (1) க.திவாகரன், 2/33, இடையப்பட்டி, பேரூர், முசிறி, திருச்சி. (2) செ.தேனுமணி, 2/144, இடையப்பட்டி, பேரூர், முசிறி, திருச்சி. (3) செராம்கி, 2/138, இடையப்பட்டி, பேரூர், முசிறி, திருச்சி. [1150, 840, 1500, 883]
organiser-entry: அமைப்பாளர் : மு.சுரேஷ்குமார், 1/144, மேலத்தெரு, வேங்கைமண்டலம், முசிறி, திருச்சிராப்பள்ளி. [47, 162, 396, 189]
deputy-organisers-entry: துணை அமைப்பாளர்கள் : (1) வ.ராஜேஸ், வெளியனூர்கொட்டம், வெளியனூர், முசிறி, திருச்சிராப்பள்ளி. (2) செ.மாதவன், வெளியனூர்கொட்டம், வெளியனூர், முசிறி, திருச்சிராப்பள்ளி. (3) த.பாலாஜி, வெளியனூர்கொட்டம், வெளியனூர், முசிறி, திருச்சிராப்பள்ளி. [47, 1341, 396, 1401]
organiser-entry: அமைப்பாளர் : ரா.மணிகண்டன், 2/142, குங்குமபுரம், ஜெயங்கொண்டான், முசிறி, திருச்சி. [1150, 1394, 1501, 1422]
organiser-entry: அமைப்பாளர் : மு.பெருமாள், 6/366, அம்பலக்காரத் தெரு, கோதூர்பட்டி, முசிறி, திருச்சிராப்பள்ளி. [415, 521, 764, 549]
deputy-organisers-entry: துணை அமைப்பாளர்கள் : (1) பரதராஜ், 4/85, கீழக்கொட்டம், முசிறி, திருச்சிராப்பள்ளி. (2) பா.வேணு, 4/62, கீழக்கொட்டம், முசிறி, திருச்சிராப்பள்ளி. [415, 902, 764, 945]
deputy-organisers-entry: துணை அமைப்பாளர்கள் : (1) பா.மணிகண்டன், 10/86, வெள்ளூர் ஐவேலி, அய்யம்பாளையம், முசிறி, திருச்சி. (2) செல்வந்தன், வெள்ளூர் ஐவேலி, அய்யம்பாளையம், முசிறி, திருச்சி. (3) கு.முகேஷ், வெள்ளூர் ஐவேலி, அய்யம்பாளையம், முசிறி, திருச்சி. [783, 478, 1131, 537]
deputy-organisers-entry: துணை அமைப்பாளர்கள் : (1) த.மணிகண்டன், அம்பலக்காரர் தெரு, புதுமங்கலம், முசிறி, திருச்சிராப்பள்ளி. (2) ராஜ்குமார், அம்பலக்காரர் தெரு, புதுமங்கலம், முசிறி, திருச்சிராப்பள்ளி. (3) ரா.தண்டபாணி, அம்பலக்காரர் தெரு, புதுமங்கலம், முசிறி, திருச்சிராப்பள்ளி. [415, 1132, 764, 1192]
masthead-rule-right [908, 70, 1452, 77]
part-row: பாகம் – 38 ப.பிரகாஷ், 7/99, தெற்குத் தெரு, திண்ணனூர், முசிறி, திருச்சி. [415, 1557, 732, 1585]
part-row: பாகம் – 96 செ.அருண்குமார், 41, மேலத்தெரு, வேங்கை மண்டலம், முசிறி, திருச்சி. [47, 294, 377, 322]
organiser-entry: அமைப்பாளர் : சா.முகமது உசேன், 1/804, ரெட்டியார் தெரு, மூவானூர், முசிறி, திருச்சிராப்பள்ளி. [47, 732, 396, 759]
branch-title: பாதக்கொட்டம் கிளை [1255, 1025, 1395, 1042]
part-row: பாகம் – 37 கோ.ரேவந்த், நடுத்தெரு, திண்ணனூர், முசிறி, திருச்சி. [415, 1541, 732, 1553]
article-columns [38, 128, 1509, 2314]
deputy-organisers-entry: துணை அமைப்பாளர்கள் : (1) தி.விநோத், 2/225, மேல புதுமங்கலம், ஜெயங்கொண்டான், முசிறி, திருச்சி. (2) ந.பிரபாகரன், 2/141 –ஏ, மேலபுதுமங்கலம், ஜெயங்கொண்டான், முசிறி, திருச்சி. (3) ந.லோகேஸ்வரன், 2/231, மேலபுதுமங்கலம், ஜெயங்கொண்டான், முசிறி, திருச்சி. [1150, 1560, 1500, 1621]
organiser-entry: அமைப்பாளர் : சுதினேஷ்குமார், 6/195–பி, ஒத்தப்பட்டி, பேரூர், முசிறி, திருச்சி. [1150, 705, 1500, 733]
part-row: பாகம் – 16 க.விஜயகுமார், இடையப்பட்டி, முசிறி, திருச்சி. [1150, 1186, 1438, 1199]
panchayat-banner: வெளியனூர் ஊராட்சி [146, 891, 296, 912]
organiser-entry: அமைப்பாளர் : அ.திலீப், சாணாரப்பாளையம், பெரமூர், அய்யம்பாளையம், முசிறி, திருச்சி. [783, 1096, 1131, 1124]
organiser-entry: அமைப்பாளர் : வே.விஜயகுமார், அந்தரப்பட்டி, அய்யம்பாளையம், முசிறி, திருச்சி. [783, 311, 1131, 339]
branch-title: கீழக் கொட்டம் கிளை [520, 841, 659, 858]
deputy-organisers-entry: துணை அமைப்பாளர்கள் : (1) க.பாஸ்கர், பெரமூர், அய்யம்பாளையம், முசிறி, திருச்சி. (2) ப.கந்தன், குடித்தெரு, பெரமூர், அய்யம்பாளையம், முசிறி, திருச்சி. (3) அ.கார்த்திக், பெரமூர், அய்யம்பாளையம், முசிறி, திருச்சி. [783, 1132, 1131, 1176]
part-row: பாகம் – 24 வீ.ஸ்ரீகாந்த், 4/62, கீழக்கொட்டம், திருத்தலையூர், முசிறி, திருச்சி. [415, 1312, 746, 1340]
branch-title: வெங்கடாசலபுரம் கிளை [144, 1150, 299, 1167]
